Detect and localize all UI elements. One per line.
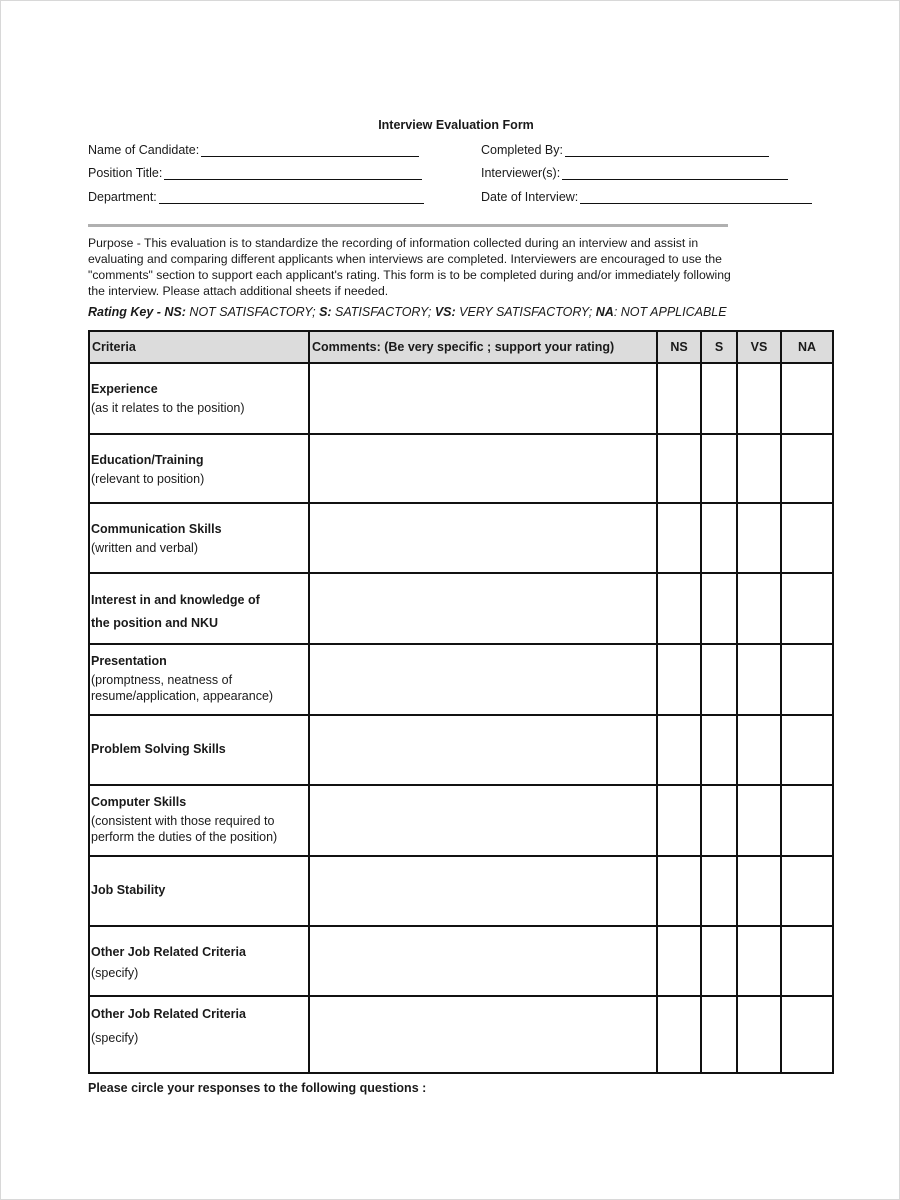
ns-rating-cell[interactable] bbox=[657, 573, 701, 644]
closing-instruction: Please circle your responses to the following questions : bbox=[88, 1081, 427, 1095]
vs-rating-cell[interactable] bbox=[737, 434, 781, 503]
vs-rating-cell[interactable] bbox=[737, 573, 781, 644]
interviewers-field[interactable] bbox=[481, 165, 788, 180]
rating-key-label: Rating Key - bbox=[88, 305, 165, 319]
rating-vs-text: VERY SATISFACTORY; bbox=[455, 305, 596, 319]
s-rating-cell[interactable] bbox=[701, 856, 737, 926]
vs-rating-cell[interactable] bbox=[737, 363, 781, 434]
ns-rating-cell[interactable] bbox=[657, 363, 701, 434]
s-rating-cell[interactable] bbox=[701, 434, 737, 503]
criteria-subtitle-continued: resume/application, appearance) bbox=[91, 689, 274, 703]
criteria-title-continued: the position and NKU bbox=[91, 616, 219, 630]
comments-cell[interactable] bbox=[309, 856, 657, 926]
ns-rating-cell[interactable] bbox=[657, 715, 701, 785]
table-row bbox=[89, 644, 833, 715]
vs-rating-cell[interactable] bbox=[737, 644, 781, 715]
criteria-subtitle: (promptness, neatness of bbox=[91, 673, 233, 687]
ns-rating-cell[interactable] bbox=[657, 434, 701, 503]
criteria-title: Job Stability bbox=[91, 883, 166, 897]
na-header: NA bbox=[781, 331, 833, 363]
department-field[interactable] bbox=[88, 189, 424, 204]
criteria-subtitle: (relevant to position) bbox=[91, 472, 205, 486]
vs-rating-cell[interactable] bbox=[737, 856, 781, 926]
comments-cell[interactable] bbox=[309, 785, 657, 856]
criteria-subtitle: (as it relates to the position) bbox=[91, 401, 245, 415]
vs-rating-cell[interactable] bbox=[737, 715, 781, 785]
rating-s-text: SATISFACTORY; bbox=[331, 305, 435, 319]
position-title-line[interactable] bbox=[164, 165, 422, 180]
criteria-cell bbox=[89, 926, 309, 996]
ns-header: NS bbox=[657, 331, 701, 363]
na-rating-cell[interactable] bbox=[781, 856, 833, 926]
comments-cell[interactable] bbox=[309, 434, 657, 503]
criteria-subtitle-continued: perform the duties of the position) bbox=[91, 830, 278, 844]
criteria-cell bbox=[89, 434, 309, 503]
form-title: Interview Evaluation Form bbox=[378, 118, 534, 132]
ns-rating-cell[interactable] bbox=[657, 996, 701, 1073]
na-rating-cell[interactable] bbox=[781, 434, 833, 503]
criteria-subtitle: (consistent with those required to bbox=[91, 814, 275, 828]
position-title-label: Position Title: bbox=[88, 166, 163, 180]
criteria-title: Education/Training bbox=[91, 453, 204, 467]
ns-rating-cell[interactable] bbox=[657, 856, 701, 926]
criteria-title: Communication Skills bbox=[91, 522, 222, 536]
table-row bbox=[89, 434, 833, 503]
na-rating-cell[interactable] bbox=[781, 715, 833, 785]
department-label: Department: bbox=[88, 190, 157, 204]
na-rating-cell[interactable] bbox=[781, 926, 833, 996]
table-row bbox=[89, 785, 833, 856]
purpose-paragraph bbox=[88, 235, 828, 299]
date-of-interview-label: Date of Interview: bbox=[481, 190, 579, 204]
table-row bbox=[89, 996, 833, 1073]
rating-ns-text: NOT SATISFACTORY; bbox=[185, 305, 320, 319]
table-row bbox=[89, 363, 833, 434]
na-rating-cell[interactable] bbox=[781, 996, 833, 1073]
purpose-line: Purpose - This evaluation is to standardize the recording of information collected during an interview and assist in bbox=[88, 236, 699, 250]
criteria-subtitle: (specify) bbox=[91, 966, 139, 980]
rating-key bbox=[88, 305, 727, 319]
rating-vs-code: VS: bbox=[434, 305, 456, 319]
comments-cell[interactable] bbox=[309, 715, 657, 785]
purpose-line: "comments" section to support each applicant's rating. This form is to be completed during and/or immediately following bbox=[88, 268, 731, 282]
criteria-cell bbox=[89, 715, 309, 785]
criteria-title: Other Job Related Criteria bbox=[91, 945, 246, 959]
s-rating-cell[interactable] bbox=[701, 644, 737, 715]
criteria-title: Experience bbox=[91, 382, 158, 396]
evaluation-table bbox=[88, 330, 834, 1074]
s-rating-cell[interactable] bbox=[701, 785, 737, 856]
candidate-name-line[interactable] bbox=[201, 142, 419, 157]
vs-rating-cell[interactable] bbox=[737, 785, 781, 856]
purpose-line: the interview. Please attach additional sheets if needed. bbox=[88, 284, 389, 298]
criteria-subtitle: (written and verbal) bbox=[91, 541, 198, 555]
candidate-name-field[interactable] bbox=[88, 142, 419, 157]
s-rating-cell[interactable] bbox=[701, 363, 737, 434]
candidate-name-label: Name of Candidate: bbox=[88, 143, 200, 157]
na-rating-cell[interactable] bbox=[781, 363, 833, 434]
table-row bbox=[89, 573, 833, 644]
comments-cell[interactable] bbox=[309, 363, 657, 434]
criteria-header: Criteria bbox=[89, 331, 309, 363]
vs-rating-cell[interactable] bbox=[737, 996, 781, 1073]
s-rating-cell[interactable] bbox=[701, 573, 737, 644]
na-rating-cell[interactable] bbox=[781, 503, 833, 573]
na-rating-cell[interactable] bbox=[781, 785, 833, 856]
s-rating-cell[interactable] bbox=[701, 926, 737, 996]
table-row bbox=[89, 926, 833, 996]
rating-ns-code: NS: bbox=[164, 305, 186, 319]
comments-cell[interactable] bbox=[309, 926, 657, 996]
date-of-interview-line[interactable] bbox=[580, 189, 812, 204]
na-rating-cell[interactable] bbox=[781, 573, 833, 644]
comments-cell[interactable] bbox=[309, 503, 657, 573]
table-row bbox=[89, 856, 833, 926]
criteria-title: Interest in and knowledge of bbox=[91, 593, 260, 607]
position-title-field[interactable] bbox=[88, 165, 422, 180]
ns-rating-cell[interactable] bbox=[657, 503, 701, 573]
comments-cell[interactable] bbox=[309, 644, 657, 715]
criteria-cell bbox=[89, 644, 309, 715]
purpose-line: evaluating and comparing different applicants when interviews are completed. Interviewers are encouraged to use the bbox=[88, 252, 722, 266]
criteria-title: Problem Solving Skills bbox=[91, 742, 226, 756]
criteria-cell bbox=[89, 573, 309, 644]
criteria-title: Other Job Related Criteria bbox=[91, 1007, 246, 1021]
completed-by-field[interactable] bbox=[481, 142, 769, 157]
criteria-cell bbox=[89, 785, 309, 856]
vs-rating-cell[interactable] bbox=[737, 926, 781, 996]
completed-by-label: Completed By: bbox=[481, 143, 563, 157]
date-of-interview-field[interactable] bbox=[481, 189, 812, 204]
rating-na-text: : NOT APPLICABLE bbox=[613, 305, 727, 319]
table-header-row bbox=[89, 331, 833, 363]
table-row bbox=[89, 715, 833, 785]
vs-rating-cell[interactable] bbox=[737, 503, 781, 573]
criteria-cell bbox=[89, 856, 309, 926]
s-rating-cell[interactable] bbox=[701, 715, 737, 785]
criteria-cell bbox=[89, 996, 309, 1073]
s-rating-cell[interactable] bbox=[701, 996, 737, 1073]
interviewers-label: Interviewer(s): bbox=[481, 166, 561, 180]
na-rating-cell[interactable] bbox=[781, 644, 833, 715]
interviewers-line[interactable] bbox=[562, 165, 788, 180]
s-header: S bbox=[701, 331, 737, 363]
table-row bbox=[89, 503, 833, 573]
vs-header: VS bbox=[737, 331, 781, 363]
comments-cell[interactable] bbox=[309, 573, 657, 644]
rating-s-code: S: bbox=[319, 305, 332, 319]
section-divider bbox=[88, 224, 728, 227]
criteria-subtitle: (specify) bbox=[91, 1031, 139, 1045]
criteria-cell bbox=[89, 363, 309, 434]
s-rating-cell[interactable] bbox=[701, 503, 737, 573]
criteria-title: Presentation bbox=[91, 654, 167, 668]
rating-na-code: NA bbox=[595, 305, 614, 319]
comments-header: Comments: (Be very specific ; support your rating) bbox=[309, 331, 657, 363]
ns-rating-cell[interactable] bbox=[657, 785, 701, 856]
ns-rating-cell[interactable] bbox=[657, 644, 701, 715]
criteria-cell bbox=[89, 503, 309, 573]
ns-rating-cell[interactable] bbox=[657, 926, 701, 996]
completed-by-line[interactable] bbox=[565, 142, 769, 157]
comments-cell[interactable] bbox=[309, 996, 657, 1073]
criteria-title: Computer Skills bbox=[91, 795, 187, 809]
department-line[interactable] bbox=[159, 189, 424, 204]
